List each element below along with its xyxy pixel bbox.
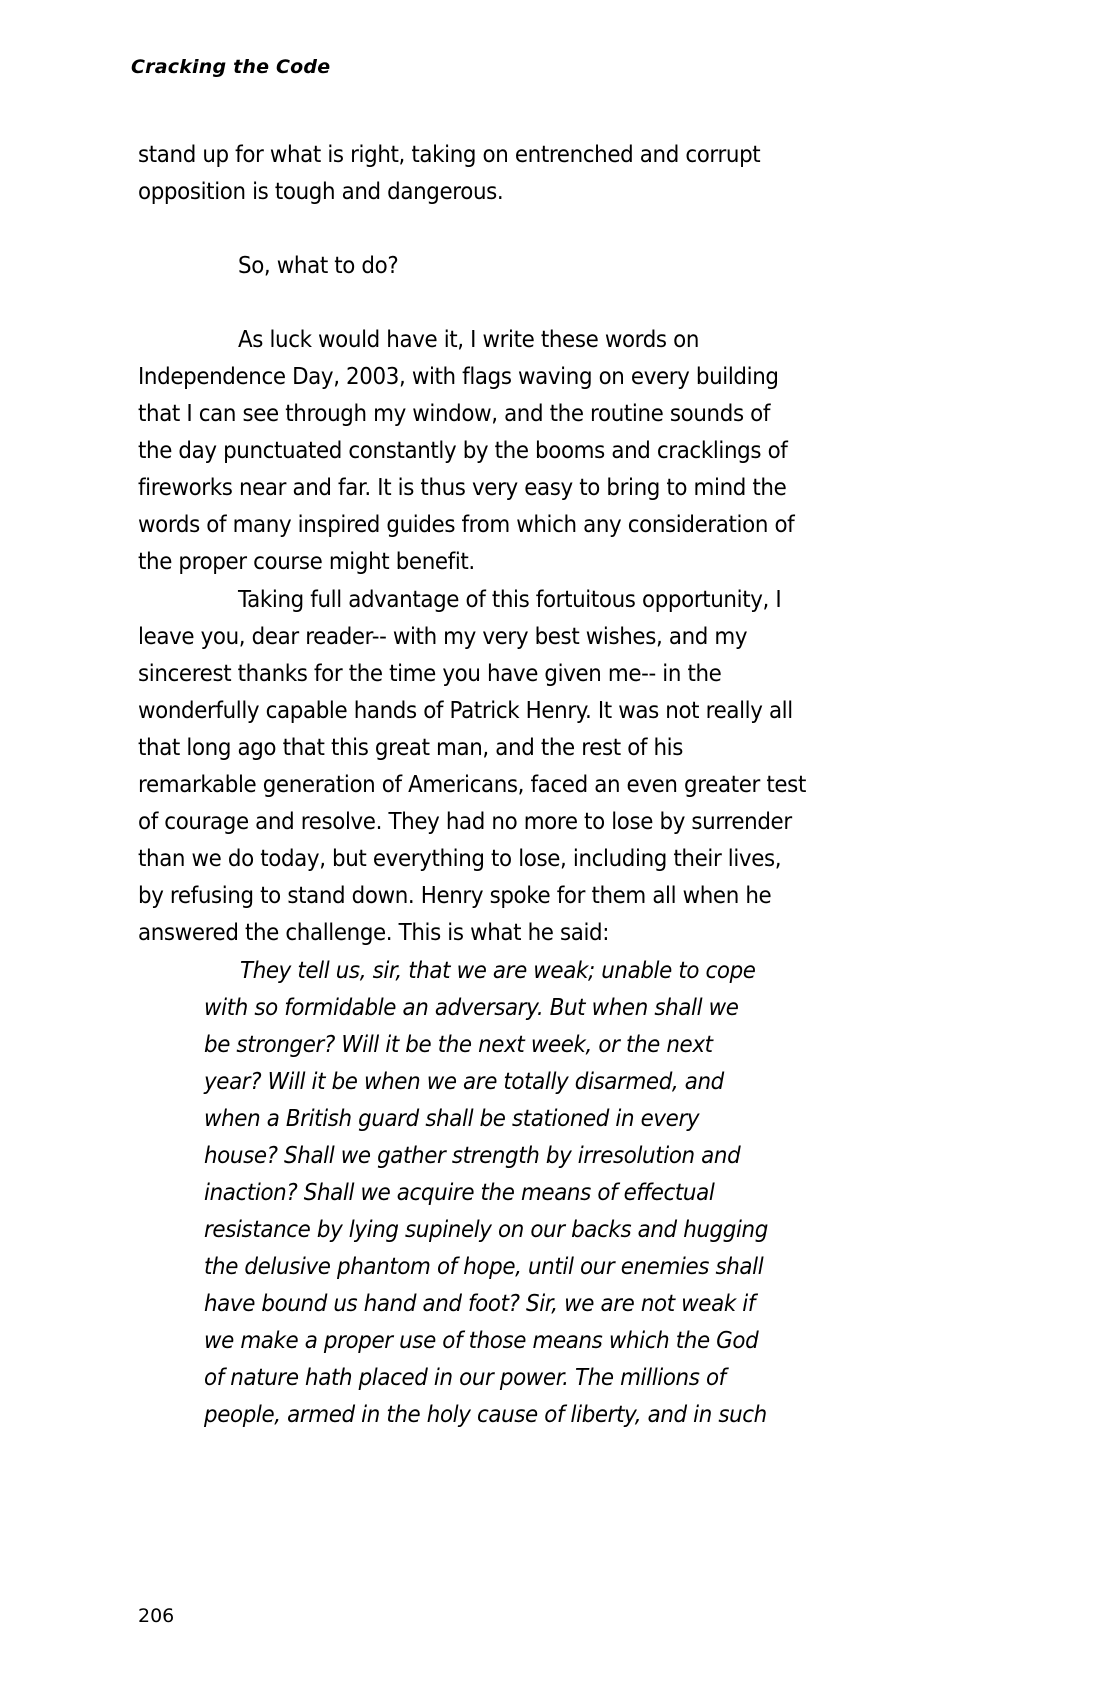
- quote-line: be stronger? Will it be the next week, or the next: [204, 1032, 713, 1058]
- text-line: stand up for what is right, taking on entrenched and corrupt: [138, 142, 761, 168]
- page-number: 206: [138, 1605, 175, 1627]
- quote-line: inaction? Shall we acquire the means of effectual: [204, 1180, 715, 1206]
- text-line: that long ago that this great man, and the rest of his: [138, 735, 684, 761]
- text-line: leave you, dear reader-- with my very best wishes, and my: [138, 624, 748, 650]
- quote-line: of nature hath placed in our power. The millions of: [204, 1365, 726, 1391]
- text-line: So, what to do?: [238, 253, 399, 279]
- text-line: than we do today, but everything to lose, including their lives,: [138, 846, 782, 872]
- quote-line: house? Shall we gather strength by irresolution and: [204, 1143, 741, 1169]
- quote-line: resistance by lying supinely on our backs and hugging: [204, 1217, 768, 1243]
- text-line: words of many inspired guides from which any consideration of: [138, 512, 795, 538]
- text-line: the proper course might benefit.: [138, 549, 475, 575]
- quote-line: year? Will it be when we are totally disarmed, and: [204, 1069, 724, 1095]
- quote-line: people, armed in the holy cause of liberty, and in such: [204, 1402, 767, 1428]
- quote-line: They tell us, sir, that we are weak; unable to cope: [240, 958, 756, 984]
- running-head: Cracking the Code: [131, 56, 331, 78]
- quote-line: have bound us hand and foot? Sir, we are not weak if: [204, 1291, 755, 1317]
- quote-line: the delusive phantom of hope, until our enemies shall: [204, 1254, 764, 1280]
- text-line: sincerest thanks for the time you have given me-- in the: [138, 661, 722, 687]
- text-line: by refusing to stand down. Henry spoke for them all when he: [138, 883, 772, 909]
- quote-line: we make a proper use of those means which the God: [204, 1328, 759, 1354]
- text-line: As luck would have it, I write these words on: [238, 327, 700, 353]
- text-line: wonderfully capable hands of Patrick Henry. It was not really all: [138, 698, 793, 724]
- text-line: the day punctuated constantly by the booms and cracklings of: [138, 438, 788, 464]
- text-line: opposition is tough and dangerous.: [138, 179, 504, 205]
- text-line: fireworks near and far. It is thus very easy to bring to mind the: [138, 475, 787, 501]
- quote-line: when a British guard shall be stationed in every: [204, 1106, 700, 1132]
- text-line: answered the challenge. This is what he said:: [138, 920, 610, 946]
- text-line: of courage and resolve. They had no more to lose by surrender: [138, 809, 792, 835]
- quote-line: with so formidable an adversary. But when shall we: [204, 995, 739, 1021]
- text-line: Taking full advantage of this fortuitous opportunity, I: [238, 587, 782, 613]
- text-line: that I can see through my window, and the routine sounds of: [138, 401, 771, 427]
- text-line: Independence Day, 2003, with flags waving on every building: [138, 364, 779, 390]
- text-line: remarkable generation of Americans, faced an even greater test: [138, 772, 806, 798]
